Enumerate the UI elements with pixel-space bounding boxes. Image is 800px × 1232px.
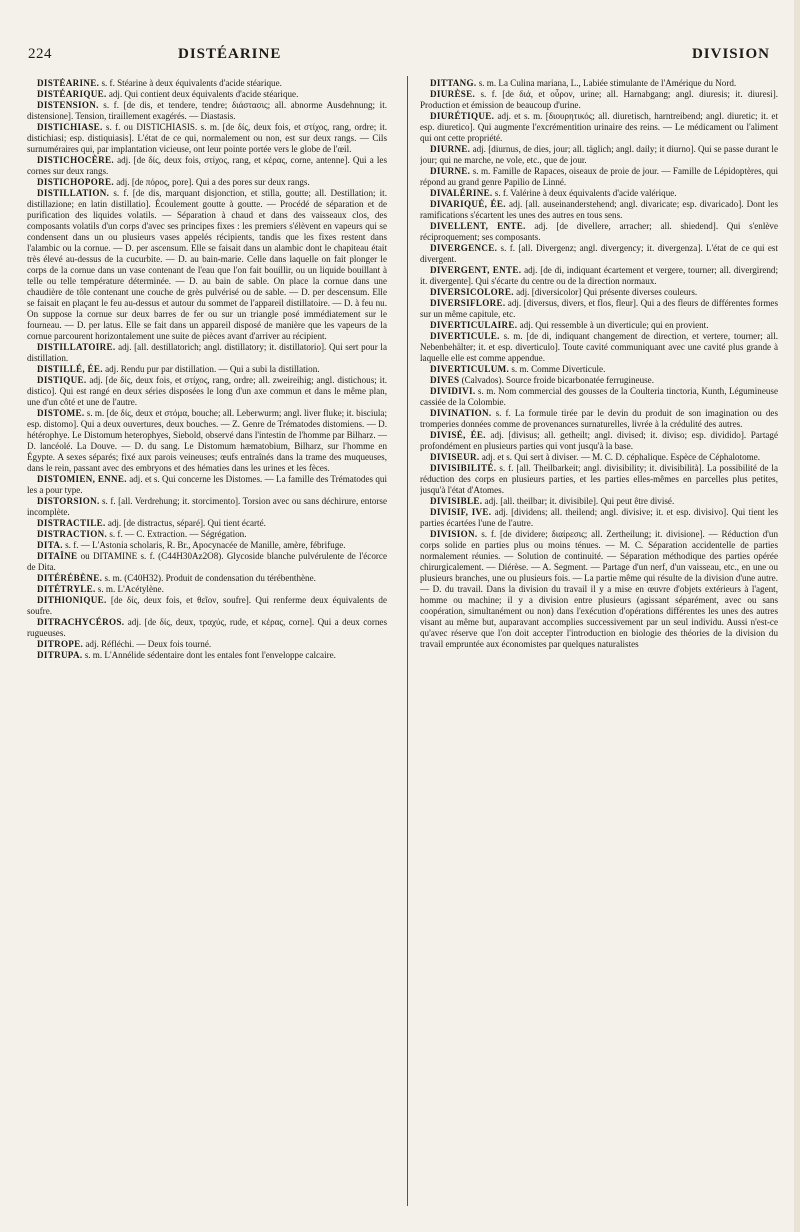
entry-headword: DISTRACTILE. [37, 518, 106, 528]
entry-definition: s. m. Famille de Rapaces, oiseaux de proie de jour. — Famille de Lépidoptères, qui répond au grand genre Papilio de Linné. [420, 166, 778, 187]
entry-definition: s. m. (C40H32). Produit de condensation du térébenthène. [102, 573, 316, 583]
entry-definition: adj. [diversus, divers, et flos, fleur]. Qui a des fleurs de différentes formes sur un même capitule, etc. [420, 298, 778, 319]
running-header [28, 46, 770, 68]
entry-headword: DIVISIBILITÉ. [430, 463, 497, 473]
left-column [27, 78, 387, 1203]
entry-definition: s. m. Nom commercial des gousses de la Coulteria tinctoria, Kunth, Légumineuse cassiée de la Colombie. [420, 386, 778, 407]
dictionary-entry [27, 375, 387, 408]
entry-headword: DIVERSIFLORE. [430, 298, 506, 308]
entry-headword: DIVARIQUÉ, ÉE. [430, 199, 506, 209]
entry-headword: DIURNE. [430, 166, 471, 176]
entry-definition: adj. [de δίς, deux fois, et στίχος, rang, ordre; all. zweireihig; angl. distichous; it. distico]. Qui est rangé en deux séries disposées le long d'un axe commun et dans le même plan, une d'un côté et une de l'autre. [27, 375, 387, 407]
entry-headword: DIVERSICOLORE. [430, 287, 514, 297]
dictionary-entry [420, 529, 778, 650]
dictionary-entry [420, 89, 778, 111]
entry-definition: s. f. [de dis, marquant disjonction, et stilla, goutte; all. Destillation; it. distillazione; en latin distillatio]. Écoulement goutte à goutte. — Procédé de séparation et de purification des liquides volatils. — Séparation à chaud et dans des vaisseaux clos, des composants volatils d'un corps d'avec ses principes fixes : les premiers s'élèvent en vapeurs qui se condensent dans un ou plusieurs vases appelés récipients, tandis que les fixes restent dans l'alambic ou la cornue. — D. per ascensum. Elle se faisait dans un alambic dont le chapiteau était très élevé au-dessus de la cucurbite. — D. au bain-marie. Celle dans laquelle on fait plonger le corps de la cornue dans un vase contenant de l'eau que l'on fait bouillir, ou un liquide bouillant à telle ou telle température déterminée. — D. au bain de sable. On place la cornue dans une chaudière de tôle contenant une couche de grès pulvérisé ou de sable. — D. per descensum. Elle se faisait en plaçant le feu au-dessus et autour du sommet de l'appareil distillatoire. — D. à feu nu. On suppose la cornue sur deux barres de fer ou sur un triangle posé immédiatement sur le fourneau. — D. per latus. Elle se fait dans un appareil disposé de manière que les vapeurs de la cornue parcourent horizontalement une suite de pièces avant d'arriver au récipient. [27, 188, 387, 341]
entry-definition: adj. [diurnus, de dies, jour; all. täglich; angl. daily; it diurno]. Qui se passe durant le jour; qui ne marche, ne vole, etc., que de jour. [420, 144, 778, 165]
dictionary-entry [420, 408, 778, 430]
entry-definition: adj. et s. Qui sert à diviser. — M. C. D. céphalique. Espèce de Céphalotome. [479, 452, 761, 462]
dictionary-entry [27, 573, 387, 584]
entry-definition: s. f. ou DISTICHIASIS. s. m. [de δίς, deux fois, et στίχος, rang, ordre; it. distichiasi; esp. distiquiasis]. L'état de ce qui, normalement ou non, est sur deux rangs. — Cils surnuméraires qui, par implantation vicieuse, ont leur pointe portée vers le globe de l'œil. [27, 122, 387, 154]
dictionary-entry [420, 78, 778, 89]
entry-definition: s. f. [de dividere; διαίρεσις; all. Zertheilung; it. divisione]. — Réduction d'un corps solide en parties plus ou moins ténues. — M. C. Séparation accidentelle de parties normalement réunies. — Solution de continuité. — Séparation méthodique des parties opérée chirurgicalement. — Diérèse. — A. Segment. — Partage d'un nerf, d'un vaisseau, etc., en une ou plusieurs branches, une ou plusieurs fois. — La partie même qui résulte de la division d'une autre. — D. du travail. Dans la division du travail il y a mise en œuvre d'objets extérieurs à l'agent, homme ou machine; il y a division entre plusieurs (agissant séparément, avec ou sans coopération, simultanément ou non) dans l'exécution d'opérations différentes les unes des autres visant au même but, auparavant accomplies successivement par un seul individu. Aussi n'est-ce qu'avec réserve que l'on doit accepter l'introduction en biologie des théories de la division du travail empruntée aux économistes par quelques naturalistes [420, 529, 778, 649]
entry-definition: ou DITAMINE s. f. (C44H30Az2O8). Glycoside blanche pulvérulente de l'écorce de Dita. [27, 551, 387, 572]
dictionary-entry [27, 155, 387, 177]
dictionary-entry [420, 386, 778, 408]
entry-definition: s. f. — C. Extraction. — Ségrégation. [107, 529, 247, 539]
entry-headword: DITRACHYCÉROS. [37, 617, 125, 627]
entry-definition: adj. Qui contient deux équivalents d'acide stéarique. [106, 89, 299, 99]
dictionary-entry [27, 529, 387, 540]
entry-definition: s. f. [all. Verdrehung; it. storcimento]. Torsion avec ou sans déchirure, entorse incomplète. [27, 496, 387, 517]
dictionary-entry [27, 188, 387, 342]
entry-headword: DIVINATION. [430, 408, 492, 418]
dictionary-entry [420, 199, 778, 221]
right-column [420, 78, 778, 1203]
entry-headword: DISTILLATOIRE. [37, 342, 116, 352]
entry-definition: s. f. — L'Astonia scholaris, R. Br., Apocynacée de Manille, amère, fébrifuge. [62, 540, 346, 550]
entry-headword: DISTÉARINE. [37, 78, 100, 88]
dictionary-entry [27, 551, 387, 573]
entry-definition: adj. [dividens; all. theilend; angl. divisive; it. et esp. divisivo]. Qui tient les parties écartées l'une de l'autre. [420, 507, 778, 528]
entry-headword: DISTILLATION. [37, 188, 110, 198]
dictionary-entry [420, 188, 778, 199]
dictionary-entry [420, 375, 778, 386]
entry-definition: adj. et s. Qui concerne les Distomes. — La famille des Trématodes qui les a pour type. [27, 474, 387, 495]
entry-headword: DISTIQUE. [37, 375, 87, 385]
entry-definition: adj. [all. auseinanderstehend; angl. divaricate; esp. divaricado]. Dont les ramifications s'écartent les unes des autres en tous sens. [420, 199, 778, 220]
entry-headword: DISTENSION. [37, 100, 99, 110]
dictionary-entry [420, 496, 778, 507]
entry-headword: DIVERTICULUM. [430, 364, 510, 374]
page-number: 224 [28, 46, 52, 62]
entry-headword: DISTORSION. [37, 496, 100, 506]
entry-definition: s. m. [de δίς, deux et στόμα, bouche; all. Leberwurm; angl. liver fluke; it. bisciula; esp. distomo]. Qui a deux ouvertures, deux bouches. — Z. Genre de Trématodes distomiens. — D. hétérophye. Le Distomum heterophyes, Siebold, observé dans l'intestin de l'homme par Bilharz. — D. lancéolé. La Douve. — D. du sang. Le Distomum hæmatobium, Bilharz, sur l'homme en Égypte. A sexes séparés; fixé aux parois veineuses; œufs entraînés dans la trame des muqueuses, dans le rein, passant avec des embryons et des hématies dans les urines et les fèces. [27, 408, 387, 473]
entry-headword: DIVALÉRINE. [430, 188, 493, 198]
dictionary-entry [27, 650, 387, 661]
entry-headword: DISTICHOPORE. [37, 177, 114, 187]
dictionary-entry [420, 111, 778, 144]
dictionary-entry [27, 584, 387, 595]
entry-definition: s. m. L'Annélide sédentaire dont les entales font l'enveloppe calcaire. [82, 650, 336, 660]
entry-headword: DIVERTICULE. [430, 331, 500, 341]
entry-definition: s. f. Valérine à deux équivalents d'acide valérique. [492, 188, 677, 198]
entry-headword: DISTOME. [37, 408, 85, 418]
dictionary-entry [420, 144, 778, 166]
dictionary-entry [420, 364, 778, 375]
dictionary-entry [420, 507, 778, 529]
dictionary-entry [420, 166, 778, 188]
entry-definition: adj. [de distractus, séparé]. Qui tient écarté. [105, 518, 266, 528]
dictionary-entry [27, 122, 387, 155]
dictionary-entry [420, 243, 778, 265]
entry-headword: DITHIONIQUE. [37, 595, 107, 605]
entry-definition: adj. Qui ressemble à un diverticule; qui en provient. [517, 320, 709, 330]
entry-definition: s. m. Comme Diverticule. [509, 364, 606, 374]
entry-definition: adj. [de di, indiquant écartement et vergere, tourner; all. divergirend; it. divergente]. Qui s'écarte du centre ou de la direction normaux. [420, 265, 778, 286]
entry-definition: s. f. Stéarine à deux équivalents d'acide stéarique. [99, 78, 282, 88]
dictionary-entry [27, 639, 387, 650]
entry-definition: adj. Réfléchi. — Deux fois tourné. [83, 639, 212, 649]
dictionary-entry [27, 496, 387, 518]
dictionary-entry [420, 320, 778, 331]
entry-headword: DISTICHOCÈRE. [37, 155, 114, 165]
entry-headword: DIVISION. [430, 529, 478, 539]
entry-headword: DIURNE. [430, 144, 471, 154]
column-divider [407, 76, 408, 1206]
entry-headword: DIVERGENCE. [430, 243, 498, 253]
dictionary-entry [420, 298, 778, 320]
entry-headword: DITROPE. [37, 639, 84, 649]
entry-headword: DISTÉARIQUE. [37, 89, 107, 99]
entry-headword: DIVISÉ, ÉE. [430, 430, 486, 440]
entry-definition: s. f. [all. Divergenz; angl. divergency; it. divergenza]. L'état de ce qui est divergent. [420, 243, 778, 264]
dictionary-entry [27, 342, 387, 364]
dictionary-entry [420, 463, 778, 496]
entry-definition: s. m. L'Acétylène. [95, 584, 164, 594]
dictionary-entry [420, 287, 778, 298]
entry-definition: s. f. [all. Theilbarkeit; angl. divisibility; it. divisibilità]. La possibilité de la réduction des corps en plusieurs parties, et les parties elles-mêmes en parcelles plus petites, jusqu'à l'état d'Atomes. [420, 463, 778, 495]
entry-definition: adj. [de δίς, deux, τραχύς, rude, et κέρας, corne]. Qui a deux cornes rugueuses. [27, 617, 387, 638]
entry-definition: (Calvados). Source froide bicarbonatée ferrugineuse. [459, 375, 654, 385]
entry-definition: s. m. [de di, indiquant changement de direction, et vertere, tourner; all. Nebenbehälter; it. et esp. diverticulo]. Toute cavité communiquant avec une cavité plus grande à laquelle elle est comme appendue. [420, 331, 778, 363]
entry-headword: DISTILLÉ, ÉE. [37, 364, 103, 374]
entry-headword: DIVISEUR. [430, 452, 480, 462]
dictionary-entry [27, 518, 387, 529]
entry-definition: s. f. [de διά, et οὖρον, urine; all. Harnabgang; angl. diuresis; it. diuresi]. Production et émission de beaucoup d'urine. [420, 89, 778, 110]
entry-headword: DITTANG. [430, 78, 477, 88]
entry-headword: DIVERTICULAIRE. [430, 320, 518, 330]
dictionary-entry [27, 89, 387, 100]
dictionary-entry [27, 364, 387, 375]
entry-definition: s. f. La formule tirée par le devin du produit de son imagination ou des tromperies données comme de provenances surnaturelles, livrée à la crédulité des autres. [420, 408, 778, 429]
dictionary-entry [420, 221, 778, 243]
entry-headword: DIVES [430, 375, 460, 385]
entry-headword: DITRUPA. [37, 650, 83, 660]
entry-definition: s. f. [de dis, et tendere, tendre; διάστασις; all. abnorme Ausdehnung; it. distensione]. Tension, tiraillement exagérés. — Diastasis. [27, 100, 387, 121]
entry-headword: DIVIDIVI. [430, 386, 476, 396]
entry-headword: DIURÉTIQUE. [430, 111, 495, 121]
dictionary-entry [420, 430, 778, 452]
entry-definition: adj. [diversicolor] Qui présente diverses couleurs. [513, 287, 698, 297]
page-edge [794, 0, 800, 1232]
entry-definition: [de δίς, deux fois, et θεῖον, soufre]. Qui renferme deux équivalents de soufre. [27, 595, 387, 616]
dictionary-entry [27, 617, 387, 639]
entry-definition: adj. [de πόρος, pore]. Qui a des pores sur deux rangs. [113, 177, 310, 187]
dictionary-entry [27, 78, 387, 89]
entry-headword: DIURÈSE. [430, 89, 476, 99]
entry-definition: adj. [de divellere, arracher; all. shiedend]. Qui s'enlève réciproquement; ses composants. [420, 221, 778, 242]
entry-headword: DISTOMIEN, ENNE. [37, 474, 127, 484]
dictionary-entry [27, 595, 387, 617]
entry-definition: adj. [divisus; all. getheilt; angl. divised; it. diviso; esp. dividido]. Partagé profondément en plusieurs parties qui vont jusqu'à la base. [420, 430, 778, 451]
dictionary-entry [420, 265, 778, 287]
entry-definition: adj. [de δίς, deux fois, στίχος, rang, et κέρας, corne, antenne]. Qui a les cornes sur deux rangs. [27, 155, 387, 176]
entry-headword: DIVISIF, IVE. [430, 507, 492, 517]
entry-definition: adj. [all. destillatorich; angl. distillatory; it. distillatorio]. Qui sert pour la distillation. [27, 342, 387, 363]
entry-definition: adj. [all. theilbar; it. divisibile]. Qui peut être divisé. [482, 496, 675, 506]
dictionary-entry [27, 474, 387, 496]
entry-headword: DITÉRÉBÈNE. [37, 573, 103, 583]
entry-definition: adj. Rendu pur par distillation. — Qui a subi la distillation. [102, 364, 320, 374]
dictionary-entry [27, 100, 387, 122]
entry-headword: DITAÏNE [37, 551, 78, 561]
dictionary-entry [420, 331, 778, 364]
dictionary-entry [420, 452, 778, 463]
dictionary-entry [27, 177, 387, 188]
left-guide-word: DISTÉARINE [178, 46, 282, 62]
entry-headword: DIVISIBLE. [430, 496, 483, 506]
entry-headword: DITÉTRYLE. [37, 584, 96, 594]
dictionary-entry [27, 540, 387, 551]
entry-headword: DISTICHIASE. [37, 122, 103, 132]
right-guide-word: DIVISION [691, 46, 770, 62]
entry-definition: adj. et s. m. [διουρητικός; all. diuretisch, harntreibend; angl. diuretic; it. et esp. diuretico]. Qui augmente l'excrémentition urinaire des reins. — Le médicament ou l'aliment qui ont cette propriété. [420, 111, 778, 143]
entry-definition: s. m. La Culina mariana, L., Labiée stimulante de l'Amérique du Nord. [476, 78, 737, 88]
dictionary-entry [27, 408, 387, 474]
entry-headword: DIVELLENT, ENTE. [430, 221, 526, 231]
entry-headword: DISTRACTION. [37, 529, 108, 539]
entry-headword: DITA. [37, 540, 63, 550]
entry-headword: DIVERGENT, ENTE. [430, 265, 522, 275]
